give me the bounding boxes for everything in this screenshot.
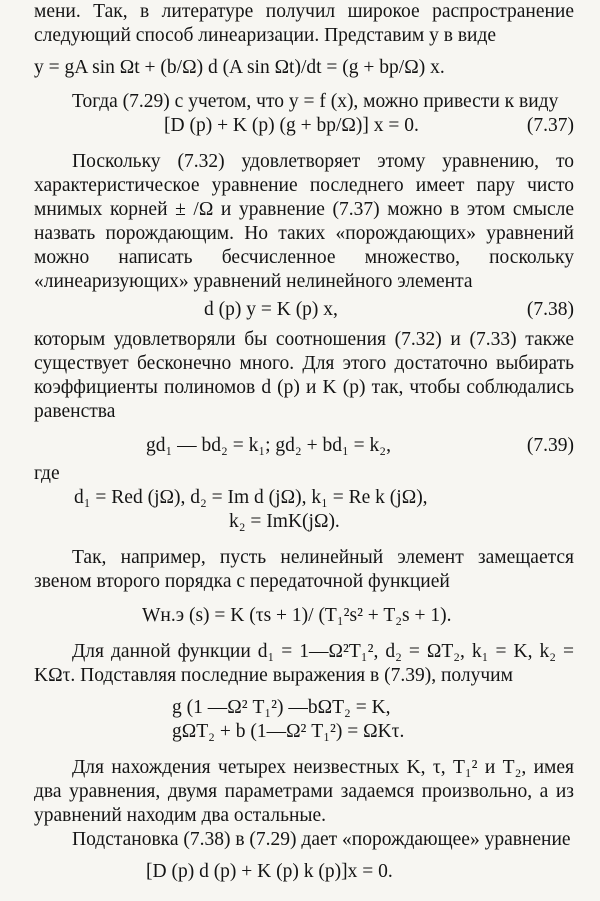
equation-text: [D (p) + K (p) (g + bp/Ω)] x = 0. xyxy=(164,115,419,136)
equation-system-line-1 xyxy=(34,696,574,720)
equation-text: gΩT₂ + b (1—Ω² T₁²) = ΩKτ. xyxy=(172,721,405,742)
equation-text: Wн.э (s) = K (τs + 1)/ (T₁²s² + T₂s + 1). xyxy=(142,605,452,626)
equation-transfer-function xyxy=(34,604,574,628)
paragraph-8: Для нахождения четырех неизвестных K, τ, T₁² и T₂, имея два уравнения, двумя параметрами задаемся произвольно, а из уравнений находим два остальные. xyxy=(34,757,574,826)
paragraph-2: Тогда (7.29) с учетом, что y = f (x), можно привести к виду xyxy=(72,91,559,112)
equation-7-37 xyxy=(34,114,574,138)
paragraph-1: мени. Так, в литературе получил широкое распространение следующий способ линеаризации. Представим y в виде xyxy=(34,1,574,46)
paragraph-7: Для данной функции d₁ = 1—Ω²T₁², d₂ = ΩT₂, k₁ = K, k₂ = KΩτ. Подставляя последние выражения в (7.39), получим xyxy=(34,641,574,686)
paragraph-9: Подстановка (7.38) в (7.29) дает «порождающее» уравнение xyxy=(72,829,571,850)
equation-number: (7.37) xyxy=(526,115,574,136)
equation-text: y = gA sin Ωt + (b/Ω) d (A sin Ωt)/dt = (g + bp/Ω) x. xyxy=(34,57,445,78)
paragraph-4: которым удовлетворяли бы соотношения (7.32) и (7.33) также существует бесконечно много. Для этого достаточно выбирать коэффициенты полиномов d (p) и K (p) так, чтобы соблюдались равенства xyxy=(34,329,574,422)
equation-number: (7.38) xyxy=(526,299,574,320)
equation-text: gd₁ — bd₂ = k₁; gd₂ + bd₁ = k₂, xyxy=(146,435,391,456)
equation-text: d (p) y = K (p) x, xyxy=(204,299,338,320)
equation-text: g (1 —Ω² T₁²) —bΩT₂ = K, xyxy=(172,697,391,718)
equation-system-line-2 xyxy=(34,720,574,744)
equation-text: [D (p) d (p) + K (p) k (p)]x = 0. xyxy=(146,861,393,882)
equation-text: k₂ = ImK(jΩ). xyxy=(229,511,340,532)
equation-7-38 xyxy=(34,298,574,322)
equation-coefficients-line-1 xyxy=(34,486,574,510)
equation-linearization xyxy=(34,56,574,80)
equation-number: (7.39) xyxy=(526,435,574,456)
paragraph-where: где xyxy=(34,463,60,484)
equation-coefficients-line-2 xyxy=(34,510,574,534)
equation-7-39 xyxy=(34,434,574,458)
equation-text: d₁ = Red (jΩ), d₂ = Im d (jΩ), k₁ = Re k (jΩ), xyxy=(74,487,428,508)
paragraph-3: Поскольку (7.32) удовлетворяет этому уравнению, то характеристическое уравнение последнего имеет пару чисто мнимых корней ± /Ω и уравнение (7.37) можно в этом смысле назвать порождающим. Но таких «порождающих» уравнений можно написать бесчисленное множество, поскольку «линеаризующих» уравнений нелинейного элемента xyxy=(34,151,574,292)
equation-generating xyxy=(34,860,574,884)
paragraph-6: Так, например, пусть нелинейный элемент замещается звеном второго порядка с передаточной функцией xyxy=(34,547,574,592)
